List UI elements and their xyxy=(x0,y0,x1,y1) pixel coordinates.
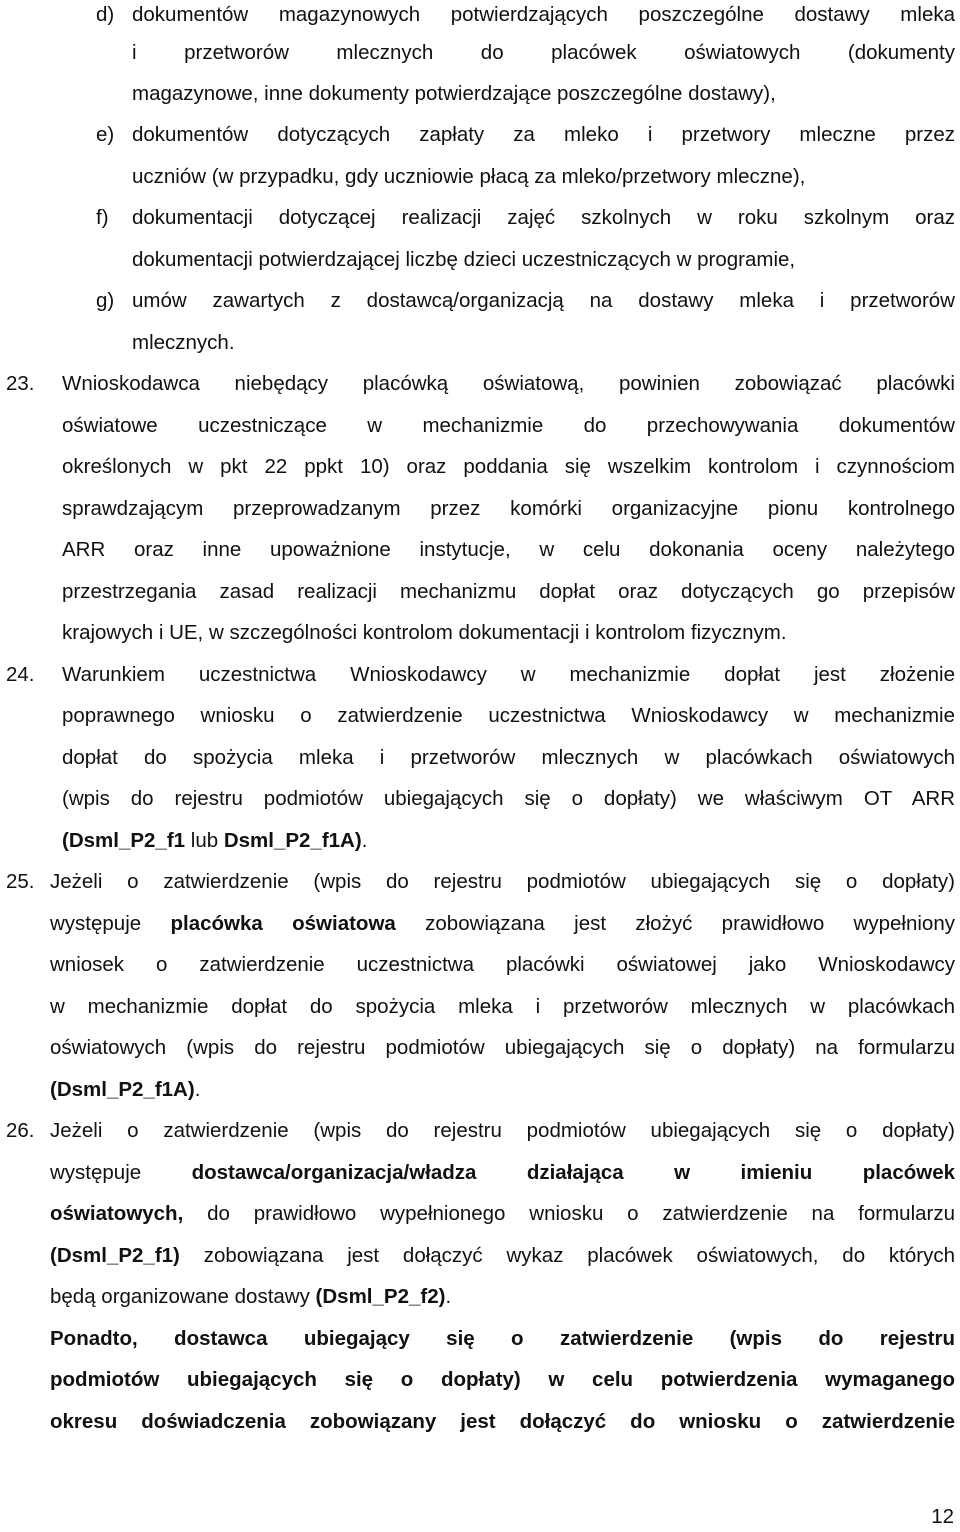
line-text: zobowiązana jest złożyć prawidłowo wypełniony xyxy=(395,912,955,935)
form-code-dsml-p2-f1a: Dsml_P2_f1A) xyxy=(223,829,362,852)
list-item-f-line-2: dokumentacji potwierdzającej liczbę dzieci uczestniczących w programie, xyxy=(132,248,796,271)
line-text: będą organizowane dostawy xyxy=(50,1285,316,1308)
paragraph-23-line-3: określonych w pkt 22 ppkt 10) oraz poddania się wszelkim kontrolom i czynnościom xyxy=(62,455,955,478)
list-item-g-line-2: mlecznych. xyxy=(132,331,235,354)
paragraph-24-line-2: poprawnego wniosku o zatwierdzenie uczestnictwa Wnioskodawcy w mechanizmie xyxy=(62,704,955,727)
list-item-d-line-1: dokumentów magazynowych potwierdzających poszczególne dostawy mleka xyxy=(132,3,955,26)
period-text: . xyxy=(194,1078,201,1101)
paragraph-26-line-1: Jeżeli o zatwierdzenie (wpis do rejestru podmiotów ubiegających się o dopłaty) xyxy=(50,1119,955,1142)
connector-text: lub xyxy=(185,829,224,852)
list-item-label-g: g) xyxy=(96,289,115,312)
paragraph-24-line-1: Warunkiem uczestnictwa Wnioskodawcy w mechanizmie dopłat jest złożenie xyxy=(62,663,955,686)
paragraph-23-line-7: krajowych i UE, w szczególności kontrolom dokumentacji i kontrolom fizycznym. xyxy=(62,621,787,644)
form-code-dsml-p2-f1a: (Dsml_P2_f1A) xyxy=(50,1078,195,1101)
form-code-dsml-p2-f2: (Dsml_P2_f2) xyxy=(315,1285,446,1308)
paragraph-25-line-4: w mechanizmie dopłat do spożycia mleka i przetworów mlecznych w placówkach xyxy=(50,995,955,1018)
list-item-f-line-1: dokumentacji dotyczącej realizacji zajęć szkolnych w roku szkolnym oraz xyxy=(132,206,955,229)
paragraph-25-line-3: wniosek o zatwierdzenie uczestnictwa placówki oświatowej jako Wnioskodawcy xyxy=(50,953,955,976)
list-item-label-d: d) xyxy=(96,3,115,26)
period-text: . xyxy=(361,829,368,852)
paragraph-25-line-5: oświatowych (wpis do rejestru podmiotów ubiegających się o dopłaty) na formularzu xyxy=(50,1036,955,1059)
list-item-d-line-3: magazynowe, inne dokumenty potwierdzające poszczególne dostawy), xyxy=(132,82,776,105)
paragraph-26-bold-line-1: Ponadto, dostawca ubiegający się o zatwierdzenie (wpis do rejestru xyxy=(50,1327,955,1350)
paragraph-25-line-1: Jeżeli o zatwierdzenie (wpis do rejestru podmiotów ubiegających się o dopłaty) xyxy=(50,870,955,893)
paragraph-26-bold-line-2: podmiotów ubiegających się o dopłaty) w celu potwierdzenia wymaganego xyxy=(50,1368,955,1391)
emphasis-placowka-oswiatowa: placówka oświatowa xyxy=(170,912,396,935)
list-item-e-line-1: dokumentów dotyczących zapłaty za mleko i przetwory mleczne przez xyxy=(132,123,955,146)
paragraph-25-line-6 xyxy=(50,1075,200,1105)
paragraph-26-line-2 xyxy=(50,1158,955,1188)
paragraph-23-line-6: przestrzegania zasad realizacji mechanizmu dopłat oraz dotyczących go przepisów xyxy=(62,580,955,603)
paragraph-24-line-3: dopłat do spożycia mleka i przetworów mlecznych w placówkach oświatowych xyxy=(62,746,955,769)
form-code-dsml-p2-f1: (Dsml_P2_f1 xyxy=(62,829,186,852)
line-text: do prawidłowo wypełnionego wniosku o zatwierdzenie na formularzu xyxy=(183,1202,955,1225)
list-item-d-line-2: i przetworów mlecznych do placówek oświatowych (dokumenty xyxy=(132,41,955,64)
list-item-label-f: f) xyxy=(96,206,109,229)
list-item-e-line-2: uczniów (w przypadku, gdy uczniowie płacą za mleko/przetwory mleczne), xyxy=(132,165,806,188)
paragraph-26-line-5 xyxy=(50,1282,451,1312)
form-code-dsml-p2-f1: (Dsml_P2_f1) xyxy=(50,1244,180,1267)
paragraph-24-line-4: (wpis do rejestru podmiotów ubiegających się o dopłaty) we właściwym OT ARR xyxy=(62,787,955,810)
paragraph-26-bold-line-3: okresu doświadczenia zobowiązany jest dołączyć do wniosku o zatwierdzenie xyxy=(50,1410,955,1433)
paragraph-24-line-5 xyxy=(62,826,367,856)
paragraph-26-number: 26. xyxy=(6,1119,35,1142)
paragraph-26-line-3 xyxy=(50,1199,955,1229)
line-text: zobowiązana jest dołączyć wykaz placówek oświatowych, do których xyxy=(179,1244,955,1267)
paragraph-23-number: 23. xyxy=(6,372,35,395)
emphasis-dostawca: dostawca/organizacja/władza działająca w imieniu placówek xyxy=(191,1161,955,1184)
period-text: . xyxy=(445,1285,452,1308)
line-text: występuje xyxy=(50,912,171,935)
list-item-g-line-1: umów zawartych z dostawcą/organizacją na dostawy mleka i przetworów xyxy=(132,289,955,312)
line-text: występuje xyxy=(50,1161,192,1184)
paragraph-23-line-1: Wnioskodawca niebędący placówką oświatową, powinien zobowiązać placówki xyxy=(62,372,955,395)
list-item-label-e: e) xyxy=(96,123,115,146)
paragraph-23-line-5: ARR oraz inne upoważnione instytucje, w celu dokonania oceny należytego xyxy=(62,538,955,561)
emphasis-oswiatowych: oświatowych, xyxy=(50,1202,184,1225)
paragraph-25-line-2 xyxy=(50,909,955,939)
paragraph-24-number: 24. xyxy=(6,663,35,686)
paragraph-26-line-4 xyxy=(50,1241,955,1271)
paragraph-23-line-2: oświatowe uczestniczące w mechanizmie do przechowywania dokumentów xyxy=(62,414,955,437)
page-number: 12 xyxy=(931,1505,954,1528)
paragraph-25-number: 25. xyxy=(6,870,35,893)
paragraph-23-line-4: sprawdzającym przeprowadzanym przez komórki organizacyjne pionu kontrolnego xyxy=(62,497,955,520)
